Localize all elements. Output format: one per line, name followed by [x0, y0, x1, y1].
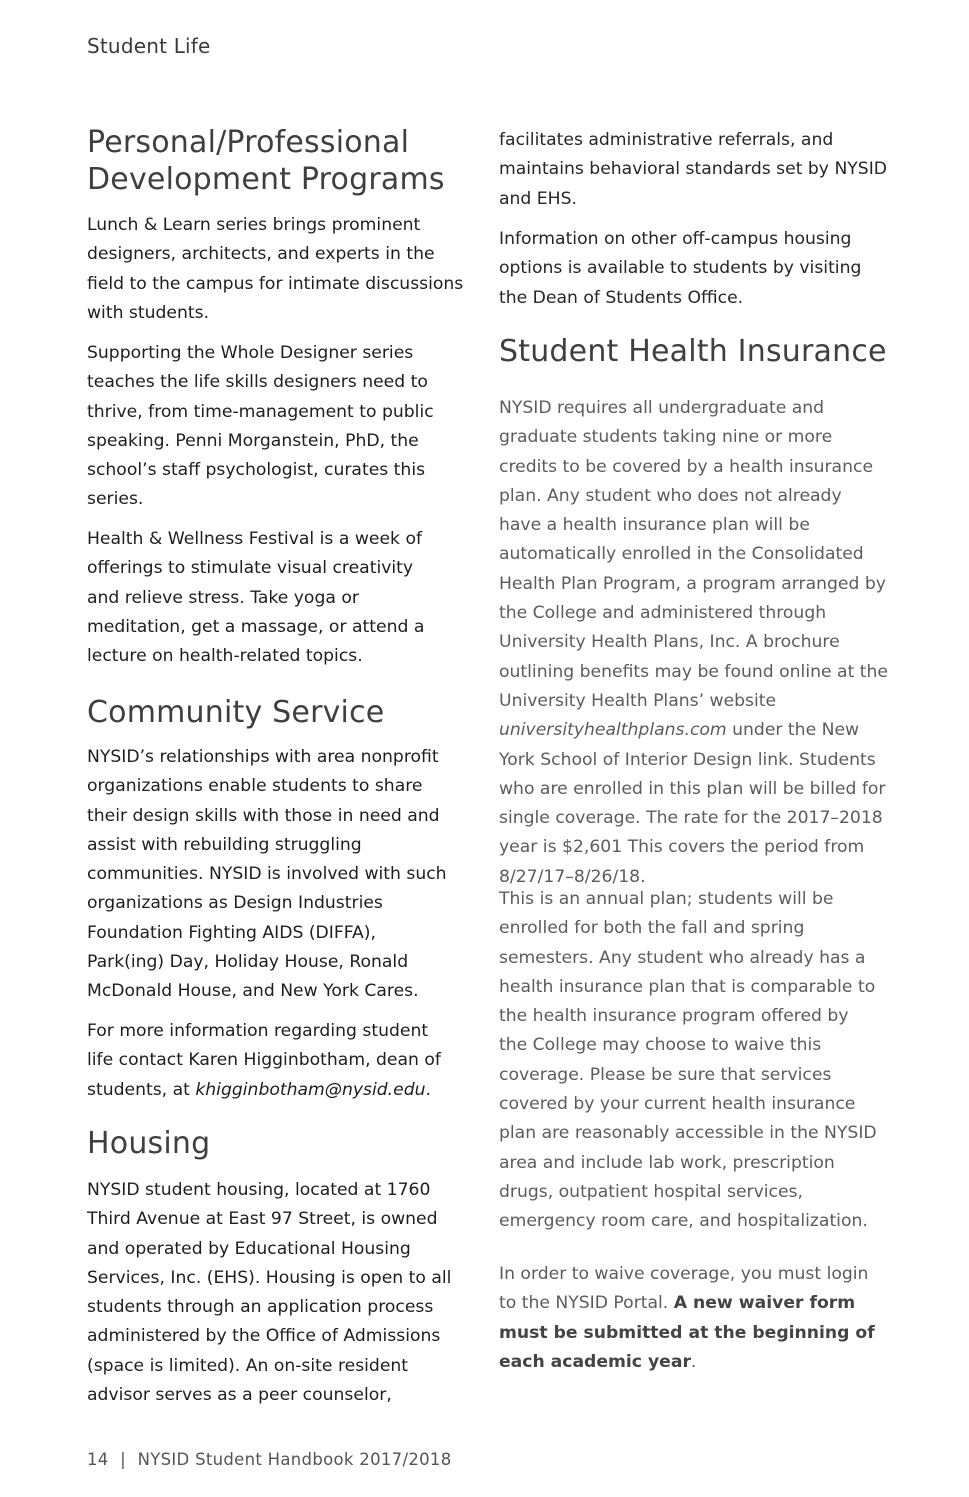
cs-body: [87, 743, 467, 1007]
page-number: 14: [87, 1450, 109, 1469]
waiver-paragraph: [499, 1260, 884, 1377]
insurance-website-link[interactable]: universityhealthplans.com: [499, 720, 727, 741]
pd-paragraph-3: Health & Wellness Festival is a week of offerings to stimulate visual creativity and relieve stress. Take yoga or meditation, get a massage, or attend a lecture on health-related topics.: [87, 529, 425, 667]
housing-paragraph: NYSID student housing, located at 1760 Third Avenue at East 97 Street, is owned and operated by Educational Housing Services, Inc. (EHS). Housing is open to all students through an application process administered by the Office of Admissions (space is limited). An on-site resident advisor serves as a peer counselor,: [87, 1180, 452, 1406]
cs-paragraph: NYSID’s relationships with area nonprofit organizations enable students to share their design skills with those in need and assist with rebuilding struggling communities. NYSID is involved with such organizations as Design Industries Foundation Fighting AIDS (DIFFA), Park(ing) Day, Holiday House, Ronald McDonald House, and New York Cares.: [87, 747, 447, 1002]
cs-section: [87, 694, 467, 731]
waiver-block: [499, 1260, 889, 1377]
housing-continued-paragraph: facilitates administrative referrals, and maintains behavioral standards set by NYSID and EHS.: [499, 130, 888, 209]
housing-body: [87, 1176, 467, 1410]
pd-body: [87, 211, 467, 328]
pd-section: [87, 124, 467, 198]
cs-heading: Community Service: [87, 695, 385, 730]
waiver-bold-notice: A new waiver form must be submitted at the beginning of each academic year: [499, 1293, 875, 1372]
pd-body-3: [87, 525, 467, 671]
publication-title: NYSID Student Handbook 2017/2018: [137, 1450, 452, 1469]
contact-paragraph: [87, 1017, 449, 1105]
insurance-section: [499, 333, 889, 370]
page-footer: [87, 1450, 452, 1469]
housing-offcampus-block: [499, 225, 889, 313]
housing-heading: Housing: [87, 1126, 211, 1161]
housing-offcampus-paragraph: Information on other off-campus housing options is available to students by visiting the Dean of Students Office.: [499, 229, 862, 308]
pd-paragraph-1: Lunch & Learn series brings prominent designers, architects, and experts in the field to the campus for intimate discussions with students.: [87, 215, 464, 323]
contact-end: .: [425, 1079, 431, 1100]
waiver-text: In order to waive coverage, you must login to the NYSID Portal.: [499, 1264, 869, 1314]
waiver-end: .: [690, 1351, 697, 1372]
insurance-paragraph-1: [499, 394, 889, 892]
insurance-p1-text-after: under the New York School of Interior Design link. Students who are enrolled in this plan will be billed for single coverage. The rate for the 2017–2018 year is $2,601 This covers the period from 8/27/17–8/26/18.: [499, 720, 886, 887]
pd-body-2: [87, 339, 467, 515]
insurance-heading: Student Health Insurance: [499, 334, 887, 369]
running-head: Student Life: [87, 34, 211, 58]
insurance-paragraph-2: This is an annual plan; students will be enrolled for both the fall and spring semesters. Any student who already has a health insurance plan that is comparable to the health insurance program offered by the College may choose to waive this coverage. Please be sure that services covered by your current health insurance plan are reasonably accessible in the NYSID area and include lab work, prescription drugs, outpatient hospital services, emergency room care, and hospitalization.: [499, 889, 877, 1232]
insurance-body-1: [499, 394, 889, 892]
contact-email-link[interactable]: khigginbotham@nysid.edu: [195, 1079, 426, 1100]
contact-block: [87, 1017, 467, 1105]
footer-separator: |: [120, 1450, 127, 1469]
insurance-body-2: [499, 885, 889, 1237]
housing-section: [87, 1125, 467, 1162]
insurance-p1-text: NYSID requires all undergraduate and graduate students taking nine or more credits to be covered by a health insurance plan. Any student who does not already have a health insurance plan will be automatically enrolled in the Consolidated Health Plan Program, a program arranged by the College and administered through University Health Plans, Inc. A brochure outlining benefits may be found online at the University Health Plans’ website: [499, 398, 888, 711]
housing-continued-block: [499, 126, 889, 214]
contact-text: For more information regarding student life contact Karen Higginbotham, dean of students, at: [87, 1021, 441, 1100]
pd-paragraph-2: Supporting the Whole Designer series teaches the life skills designers need to thrive, from time-management to public speaking. Penni Morganstein, PhD, the school’s staff psychologist, curates this series.: [87, 343, 434, 510]
pd-heading: Personal/Professional Development Programs: [87, 125, 445, 197]
